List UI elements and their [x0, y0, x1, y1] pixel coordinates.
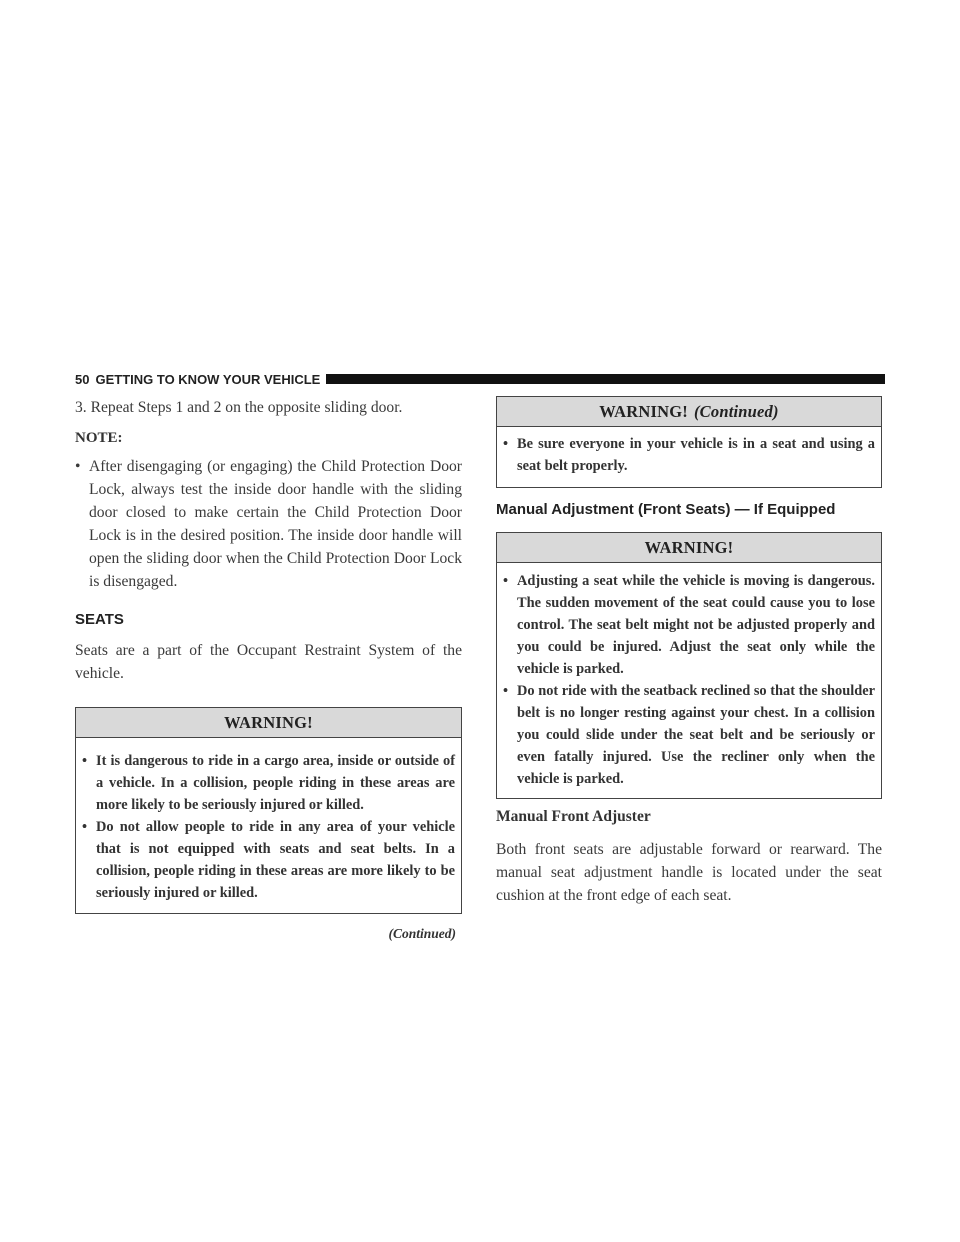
bullet-icon: • [503, 573, 509, 589]
list-item [82, 816, 455, 904]
manual-adjustment-heading: Manual Adjustment (Front Seats) — If Equipped [496, 501, 836, 518]
warning-box [75, 707, 462, 914]
bullet-icon: • [75, 458, 81, 475]
warning-body [497, 563, 881, 798]
bullet-icon: • [503, 436, 509, 452]
warning-box [496, 532, 882, 799]
list-item [503, 433, 875, 477]
adjuster-paragraph: Both front seats are adjustable forward or rearward. The manual seat adjustment handle is located under the seat cushion at the front edge of each seat. [496, 841, 882, 904]
right-column [496, 396, 882, 907]
list-item [82, 750, 455, 816]
bullet-icon: • [503, 683, 509, 699]
warning-bullet-text: It is dangerous to ride in a cargo area, inside or outside of a vehicle. In a collision, people riding in these areas are more likely to be seriously injured or killed. [96, 753, 455, 813]
section-title: GETTING TO KNOW YOUR VEHICLE [95, 371, 321, 387]
list-item [75, 455, 462, 593]
step-3: 3. Repeat Steps 1 and 2 on the opposite sliding door. [75, 399, 403, 416]
list-item [503, 680, 875, 790]
warning-bullet-text: Adjusting a seat while the vehicle is moving is dangerous. The sudden movement of the seat could cause you to lose control. The seat belt might not be adjusted properly and you could be injured. Adjust the seat only while the vehicle is parked. [517, 573, 875, 677]
seats-heading: SEATS [75, 611, 124, 628]
seats-paragraph: Seats are a part of the Occupant Restraint System of the vehicle. [75, 642, 462, 682]
warning-body [497, 427, 881, 487]
left-column [75, 396, 462, 942]
warning-bullet-text: Do not allow people to ride in any area of your vehicle that is not equipped with seats and seat belts. In a collision, people riding in these areas are more likely to be seriously injured or killed. [96, 819, 455, 901]
header-rule [326, 374, 885, 384]
warning-bullet-text: Do not ride with the seatback reclined so that the shoulder belt is no longer resting against your chest. In a collision you could slide under the seat belt and be seriously or even fatally injured. Use the recliner only when the vehicle is parked. [517, 683, 875, 787]
warning-title-text: WARNING! [599, 402, 688, 421]
bullet-icon: • [82, 753, 88, 769]
bullet-icon: • [82, 819, 88, 835]
warning-title [497, 533, 881, 563]
warning-title-continued: (Continued) [693, 402, 779, 421]
manual-front-adjuster-heading: Manual Front Adjuster [496, 808, 651, 825]
page-header [75, 370, 885, 388]
list-item [503, 570, 875, 680]
warning-bullet-text: Be sure everyone in your vehicle is in a seat and using a seat belt properly. [517, 436, 875, 474]
note-bullets [75, 455, 462, 593]
warning-title [497, 397, 881, 427]
warning-title-text: WARNING! [224, 713, 313, 732]
page-number: 50 [75, 371, 90, 387]
warning-title-text: WARNING! [644, 538, 734, 557]
note-bullet-text: After disengaging (or engaging) the Child Protection Door Lock, always test the inside door handle with the sliding door closed to make certain the Child Protection Door Lock is in the desired position. The inside door handle will open the sliding door when the Child Protection Door Lock is disengaged. [89, 458, 462, 590]
warning-title [76, 708, 461, 738]
warning-body [76, 738, 461, 913]
warning-box-continued [496, 396, 882, 488]
continued-label: (Continued) [388, 926, 456, 941]
note-label: NOTE: [75, 430, 123, 446]
